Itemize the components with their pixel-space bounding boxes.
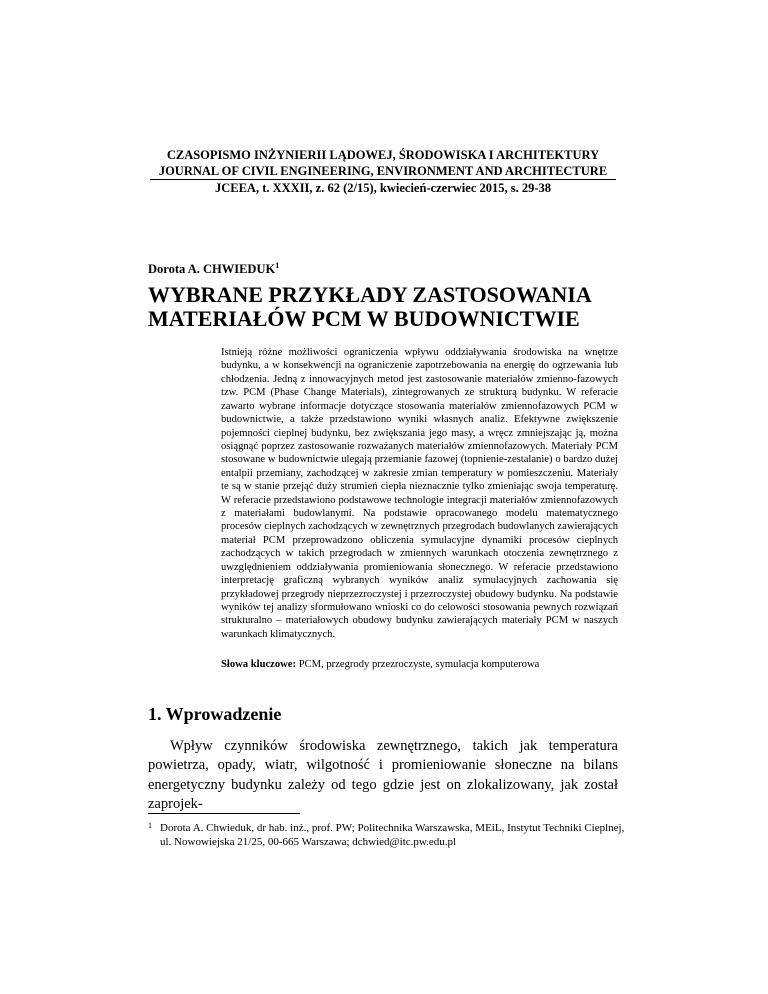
author-footnote-mark: 1 (275, 261, 280, 270)
journal-header (148, 147, 618, 196)
keywords-value: PCM, przegrody przezroczyste, symulacja komputerowa (296, 659, 540, 670)
journal-citation: JCEEA, t. XXXII, z. 62 (2/15), kwiecień-czerwiec 2015, s. 29-38 (214, 181, 552, 195)
keywords-label: Słowa kluczowe: (221, 659, 297, 670)
paper-title (148, 283, 618, 331)
abstract: Istnieją różne możliwości ograniczenia wpływu oddziaływania środowiska na wnętrze budynku, a w konsekwencji na ograniczenie zapotrzebowania na energię do ogrzewania lub chłodzenia. Jedną z innowacyjnych metod jest zastosowanie materiałów zmienno-fazowych tzw. PCM (Phase Change Materials), zintegrowanych ze strukturą budynku. W referacie zawarto wybrane informacje dotyczące stosowania materiałów zmiennofazowych PCM w budownictwie, a także przedstawiono wyniki własnych analiz. Efektywne zwiększenie pojemności cieplnej budynku, bez zwiększania jego masy, a wręcz zmniejszając ją, można osiągnąć poprzez zastosowanie rozważanych materiałów zmiennofazowych. Materiały PCM stosowane w budownictwie ulegają przemianie fazowej (topnienie-zestalanie) o bardzo dużej entalpii przemiany, zachodzącej w zakresie zmian temperatury w pomieszczeniu. Materiały te są w stanie przejąć duży strumień ciepła nieznacznie tylko zmieniając swoja temperaturę. W referacie przedstawiono podstawowe technologie integracji materiałów zmiennofazowych z materiałami budowlanymi. Na podstawie opracowanego modelu matematycznego procesów cieplnych zachodzących w zewnętrznych przegrodach budowlanych zawierających materiał PCM przeprowadzono obliczenia symulacyjne dynamiki procesów cieplnych zachodzących w takich przegrodach w zmiennych warunkach otoczenia zewnętrznego z uwzględnieniem oddziaływania promieniowania słonecznego. W referacie przedstawiono interpretację graficzną wybranych wyników analiz symulacyjnych zachowania się przykładowej przegrody nieprzezroczystej i przezroczystej obudowy budynku. Na podstawie wyników tej analizy sformułowano wnioski co do celowości stosowania pewnych rozwiązań strukturalno – materiałowych obudowy budynku zawierających materiały PCM w naszych warunkach klimatycznych. (221, 347, 618, 640)
footnote-text: Dorota A. Chwieduk, dr hab. inż., prof. PW; Politechnika Warszawska, MEiL, Instytut Techniki Cieplnej, ul. Nowowiejska 21/25, 00-665 Warszawa; dchwied@itc.pw.edu.pl (160, 822, 625, 848)
author-line (148, 261, 279, 277)
footnote (148, 821, 630, 849)
title-line-2: MATERIAŁÓW PCM W BUDOWNICTWIE (148, 306, 580, 331)
footnote-rule (148, 813, 300, 814)
body-paragraph: Wpływ czynników środowiska zewnętrznego, takich jak temperatura powietrza, opady, wiatr, wilgotność i promieniowanie słoneczne na bilans energetyczny budynku zależy od tego gdzie jest on zlokalizowany, jak został zaprojek- (148, 738, 618, 812)
keywords (221, 659, 618, 670)
title-line-1: WYBRANE PRZYKŁADY ZASTOSOWANIA (148, 282, 592, 307)
journal-name-polish: CZASOPISMO INŻYNIERII LĄDOWEJ, ŚRODOWISKA I ARCHITEKTURY (166, 148, 600, 162)
author-name: Dorota A. CHWIEDUK (148, 262, 276, 277)
section-heading: 1. Wprowadzenie (148, 704, 282, 724)
footnote-mark: 1 (148, 821, 152, 830)
journal-name-english: JOURNAL OF CIVIL ENGINEERING, ENVIRONMENT AND ARCHITECTURE (158, 164, 608, 178)
